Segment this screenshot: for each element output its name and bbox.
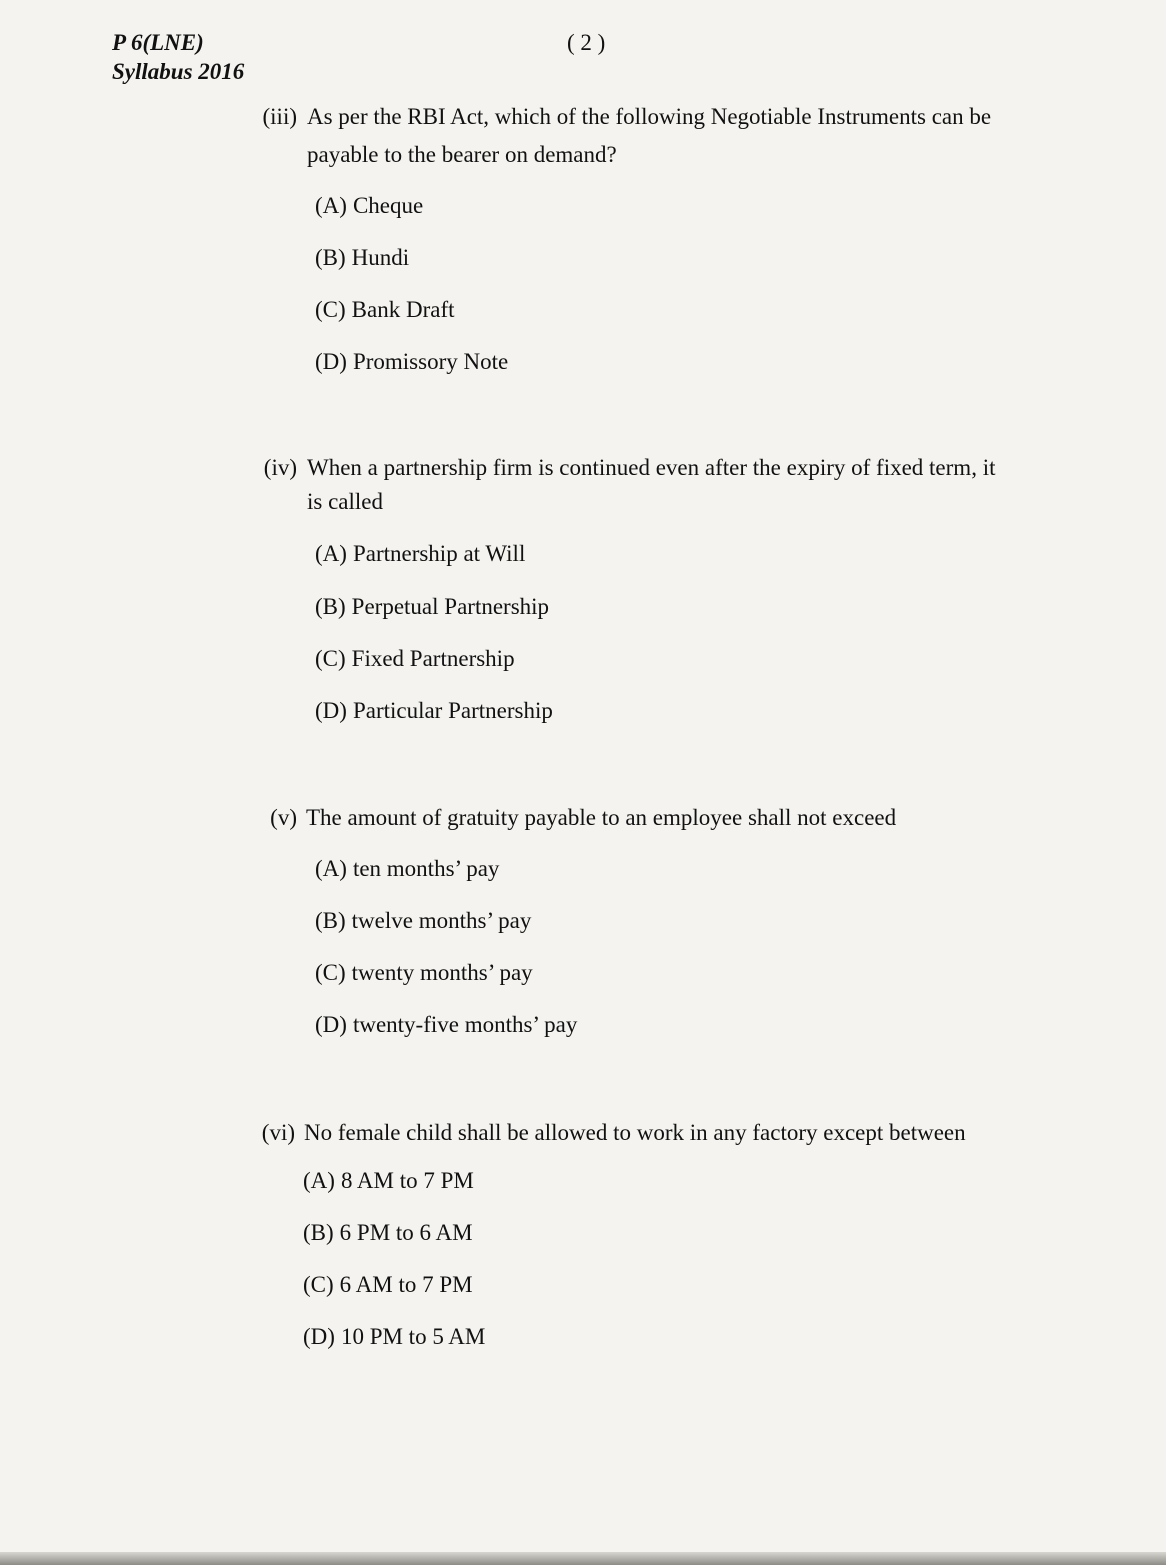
option-text: Hundi bbox=[351, 245, 410, 270]
paper-code: P 6(LNE) bbox=[112, 30, 204, 55]
option-text: 6 PM to 6 AM bbox=[339, 1220, 473, 1245]
question-number: (iii) bbox=[262, 104, 297, 129]
option-label: (B) bbox=[315, 908, 346, 933]
question-text-line1: When a partnership firm is continued even after the expiry of fixed term, it bbox=[307, 455, 996, 480]
option-a bbox=[315, 856, 499, 882]
option-c bbox=[315, 646, 515, 672]
option-label: (A) bbox=[315, 193, 347, 218]
option-b bbox=[315, 245, 409, 271]
option-label: (C) bbox=[315, 960, 346, 985]
option-d bbox=[303, 1324, 485, 1350]
option-label: (D) bbox=[315, 698, 347, 723]
option-c bbox=[303, 1272, 473, 1298]
option-label: (C) bbox=[303, 1272, 334, 1297]
option-b bbox=[315, 594, 549, 620]
option-text: Promissory Note bbox=[352, 349, 509, 374]
option-a bbox=[315, 193, 423, 219]
option-label: (C) bbox=[315, 297, 346, 322]
option-b bbox=[303, 1220, 473, 1246]
question-vi bbox=[255, 1114, 1075, 1154]
option-c bbox=[315, 960, 533, 986]
option-text: 6 AM to 7 PM bbox=[339, 1272, 473, 1297]
option-d bbox=[315, 349, 508, 375]
option-label: (C) bbox=[315, 646, 346, 671]
question-number: (v) bbox=[270, 805, 297, 830]
question-number: (iv) bbox=[263, 455, 297, 480]
option-text: Partnership at Will bbox=[352, 541, 526, 566]
question-v bbox=[255, 799, 1075, 839]
question-text-line1: The amount of gratuity payable to an employee shall not exceed bbox=[306, 805, 897, 830]
option-text: 8 AM to 7 PM bbox=[340, 1168, 474, 1193]
option-text: Fixed Partnership bbox=[351, 646, 515, 671]
option-label: (D) bbox=[315, 349, 347, 374]
option-d bbox=[315, 698, 553, 724]
question-iii bbox=[255, 98, 1075, 178]
option-c bbox=[315, 297, 455, 323]
syllabus-label: Syllabus 2016 bbox=[112, 59, 245, 84]
option-text: ten months’ pay bbox=[352, 856, 500, 881]
option-text: Particular Partnership bbox=[352, 698, 553, 723]
option-label: (D) bbox=[315, 1012, 347, 1037]
page-number: ( 2 ) bbox=[567, 30, 606, 55]
option-d bbox=[315, 1012, 577, 1038]
option-a bbox=[303, 1168, 474, 1194]
option-label: (A) bbox=[303, 1168, 335, 1193]
option-label: (D) bbox=[303, 1324, 335, 1349]
question-text-line1: No female child shall be allowed to work in any factory except between bbox=[304, 1120, 966, 1145]
option-text: twenty months’ pay bbox=[351, 960, 533, 985]
page-bottom-edge bbox=[0, 1552, 1166, 1565]
option-text: Cheque bbox=[352, 193, 424, 218]
option-label: (B) bbox=[315, 245, 346, 270]
option-text: Perpetual Partnership bbox=[351, 594, 550, 619]
option-text: 10 PM to 5 AM bbox=[340, 1324, 486, 1349]
option-a bbox=[315, 541, 525, 567]
question-text-line2: payable to the bearer on demand? bbox=[307, 142, 617, 167]
option-b bbox=[315, 908, 531, 934]
question-text-line2: is called bbox=[307, 489, 383, 514]
option-label: (A) bbox=[315, 856, 347, 881]
option-text: twelve months’ pay bbox=[351, 908, 532, 933]
option-text: twenty-five months’ pay bbox=[352, 1012, 578, 1037]
option-label: (A) bbox=[315, 541, 347, 566]
question-number: (vi) bbox=[261, 1120, 295, 1145]
option-label: (B) bbox=[303, 1220, 334, 1245]
option-text: Bank Draft bbox=[351, 297, 455, 322]
question-text-line1: As per the RBI Act, which of the following Negotiable Instruments can be bbox=[307, 104, 992, 129]
option-label: (B) bbox=[315, 594, 346, 619]
question-iv bbox=[255, 449, 1075, 529]
